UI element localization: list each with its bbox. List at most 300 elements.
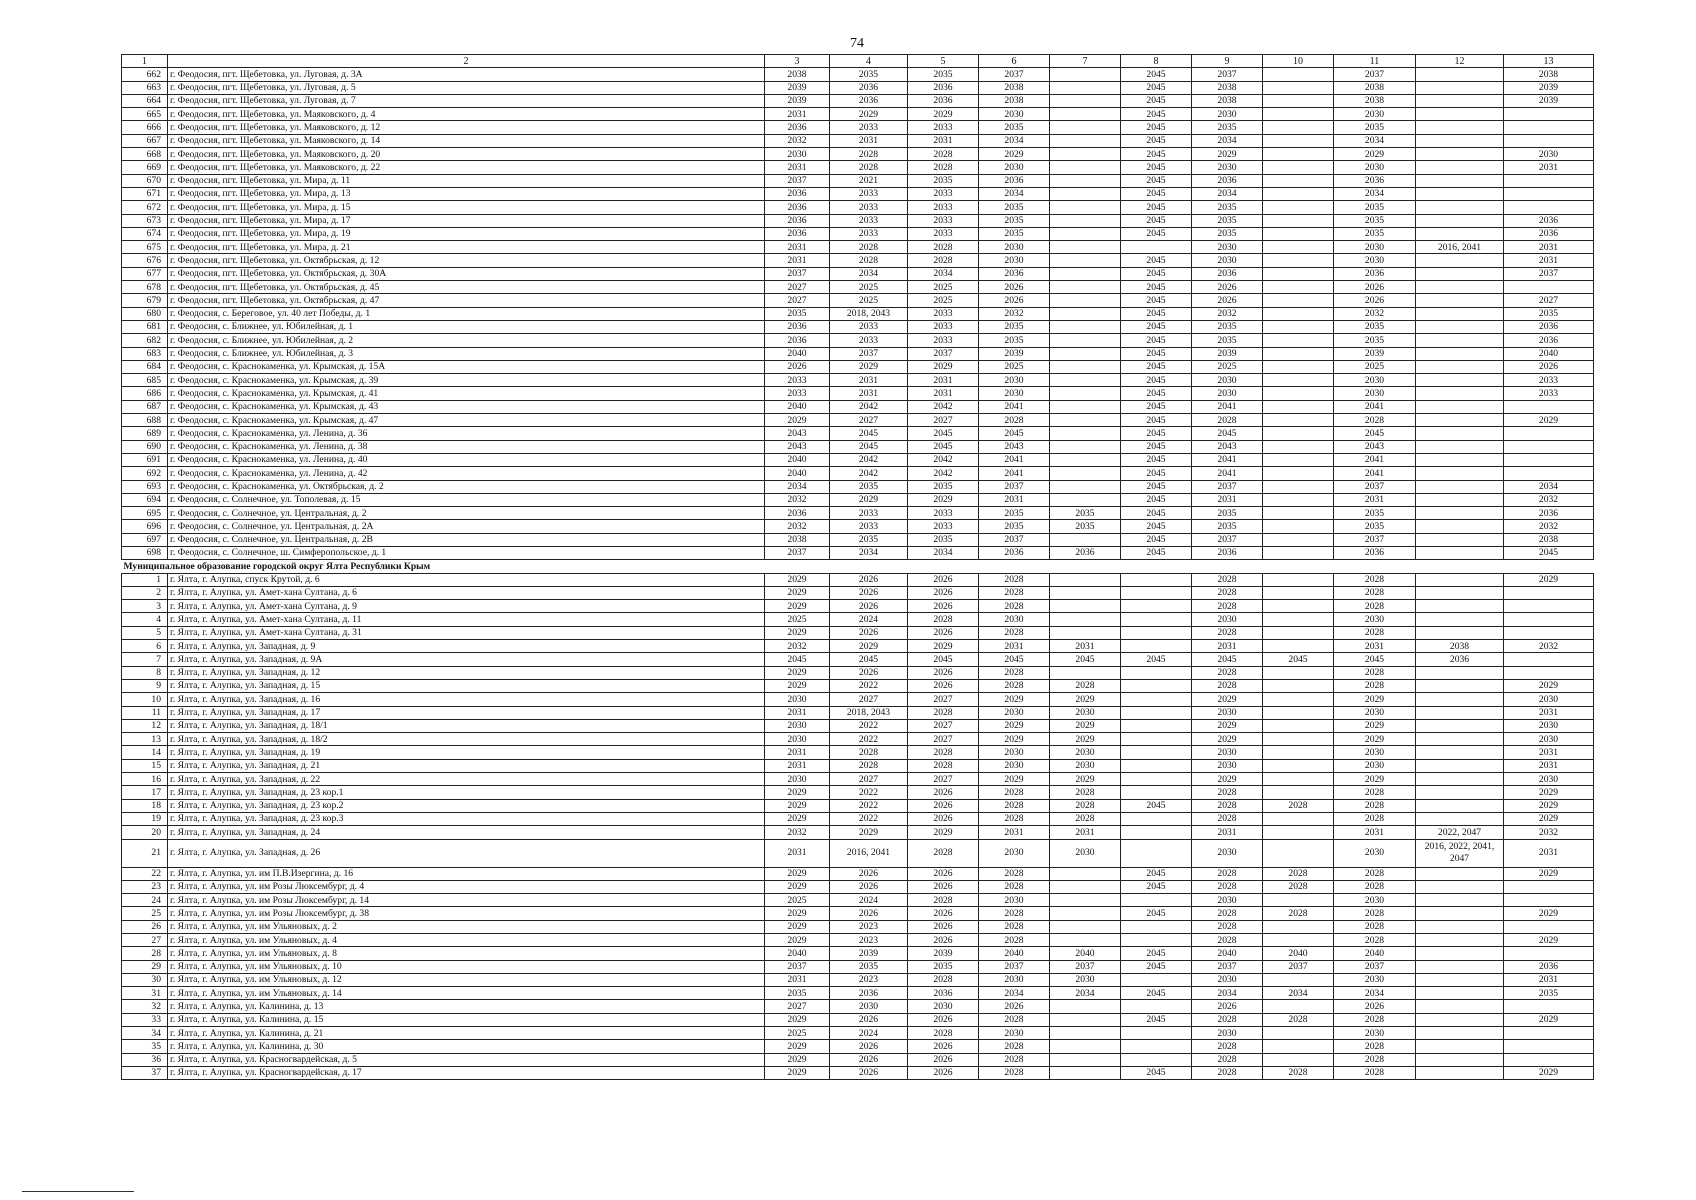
year-cell-col-4: 2026 [830, 1040, 908, 1053]
year-cell-col-10 [1263, 214, 1334, 227]
year-cell-col-3: 2037 [765, 546, 830, 559]
year-cell-col-13 [1504, 613, 1594, 626]
year-cell-col-9: 2028 [1192, 907, 1263, 920]
table-row [122, 719, 1594, 732]
address-cell: г. Ялта, г. Алупка, ул. Западная, д. 15 [168, 679, 765, 692]
year-cell-col-6: 2035 [979, 520, 1050, 533]
row-number-cell: 696 [122, 520, 168, 533]
year-cell-col-12 [1416, 134, 1504, 147]
year-cell-col-8: 2045 [1121, 427, 1192, 440]
year-cell-col-7 [1050, 320, 1121, 333]
year-cell-col-12 [1416, 907, 1504, 920]
year-cell-col-9: 2036 [1192, 546, 1263, 559]
year-cell-col-4: 2028 [830, 746, 908, 759]
year-cell-col-5: 2026 [908, 786, 979, 799]
year-cell-col-13: 2037 [1504, 267, 1594, 280]
year-cell-col-5: 2042 [908, 453, 979, 466]
year-cell-col-10 [1263, 600, 1334, 613]
row-number-cell: 4 [122, 613, 168, 626]
address-cell: г. Феодосия, с. Краснокаменка, ул. Ленина, д. 38 [168, 440, 765, 453]
row-number-cell: 662 [122, 68, 168, 81]
row-number-cell: 676 [122, 254, 168, 267]
year-cell-col-10 [1263, 68, 1334, 81]
year-cell-col-12 [1416, 307, 1504, 320]
year-cell-col-4: 2022 [830, 733, 908, 746]
year-cell-col-10: 2028 [1263, 880, 1334, 893]
year-cell-col-12 [1416, 773, 1504, 786]
year-cell-col-12 [1416, 666, 1504, 679]
table-row [122, 347, 1594, 360]
table-row [122, 546, 1594, 559]
year-cell-col-5: 2027 [908, 414, 979, 427]
year-cell-col-13 [1504, 400, 1594, 413]
year-cell-col-8 [1121, 826, 1192, 839]
year-cell-col-5: 2029 [908, 826, 979, 839]
year-cell-col-9: 2029 [1192, 693, 1263, 706]
year-cell-col-12: 2016, 2022, 2041, 2047 [1416, 839, 1504, 867]
row-number-cell: 19 [122, 812, 168, 825]
table-row [122, 867, 1594, 880]
year-cell-col-7: 2031 [1050, 826, 1121, 839]
year-cell-col-6: 2030 [979, 759, 1050, 772]
section-title: Муниципальное образование городской округ Ялта Республики Крым [122, 560, 1594, 573]
row-number-cell: 16 [122, 773, 168, 786]
year-cell-col-3: 2038 [765, 68, 830, 81]
year-cell-col-13: 2034 [1504, 480, 1594, 493]
year-cell-col-11: 2035 [1334, 201, 1416, 214]
table-row [122, 281, 1594, 294]
address-cell: г. Ялта, г. Алупка, ул. Западная, д. 9А [168, 653, 765, 666]
year-cell-col-11: 2030 [1334, 746, 1416, 759]
year-cell-col-8 [1121, 1040, 1192, 1053]
year-cell-col-8: 2045 [1121, 320, 1192, 333]
year-cell-col-6: 2035 [979, 334, 1050, 347]
year-cell-col-5: 2033 [908, 334, 979, 347]
year-cell-col-10 [1263, 679, 1334, 692]
year-cell-col-12 [1416, 174, 1504, 187]
year-cell-col-9: 2030 [1192, 839, 1263, 867]
year-cell-col-3: 2036 [765, 227, 830, 240]
year-cell-col-9: 2028 [1192, 1066, 1263, 1079]
year-cell-col-5: 2033 [908, 307, 979, 320]
year-cell-col-13: 2032 [1504, 826, 1594, 839]
year-cell-col-12 [1416, 187, 1504, 200]
year-cell-col-6: 2028 [979, 600, 1050, 613]
year-cell-col-7 [1050, 613, 1121, 626]
year-cell-col-12 [1416, 507, 1504, 520]
table-row [122, 307, 1594, 320]
column-header-11: 11 [1334, 55, 1416, 68]
year-cell-col-13: 2031 [1504, 254, 1594, 267]
row-number-cell: 698 [122, 546, 168, 559]
year-cell-col-10 [1263, 81, 1334, 94]
year-cell-col-6: 2028 [979, 934, 1050, 947]
year-cell-col-11: 2028 [1334, 1040, 1416, 1053]
year-cell-col-10 [1263, 507, 1334, 520]
column-header-12: 12 [1416, 55, 1504, 68]
year-cell-col-9: 2045 [1192, 653, 1263, 666]
year-cell-col-13 [1504, 201, 1594, 214]
year-cell-col-4: 2024 [830, 613, 908, 626]
year-cell-col-5: 2034 [908, 267, 979, 280]
year-cell-col-7 [1050, 254, 1121, 267]
year-cell-col-13: 2035 [1504, 307, 1594, 320]
year-cell-col-4: 2045 [830, 653, 908, 666]
year-cell-col-5: 2036 [908, 94, 979, 107]
year-cell-col-12 [1416, 161, 1504, 174]
year-cell-col-5: 2026 [908, 867, 979, 880]
year-cell-col-9: 2025 [1192, 360, 1263, 373]
address-cell: г. Феодосия, пгт. Щебетовка, ул. Октябрьская, д. 12 [168, 254, 765, 267]
year-cell-col-5: 2033 [908, 227, 979, 240]
year-cell-col-8 [1121, 666, 1192, 679]
year-cell-col-3: 2025 [765, 894, 830, 907]
address-cell: г. Феодосия, с. Береговое, ул. 40 лет Победы, д. 1 [168, 307, 765, 320]
year-cell-col-7 [1050, 934, 1121, 947]
year-cell-col-13 [1504, 947, 1594, 960]
year-cell-col-9: 2026 [1192, 281, 1263, 294]
table-row [122, 1053, 1594, 1066]
year-cell-col-6: 2037 [979, 68, 1050, 81]
year-cell-col-7 [1050, 387, 1121, 400]
year-cell-col-3: 2031 [765, 839, 830, 867]
year-cell-col-10 [1263, 920, 1334, 933]
year-cell-col-7 [1050, 307, 1121, 320]
year-cell-col-7: 2031 [1050, 640, 1121, 653]
year-cell-col-7 [1050, 374, 1121, 387]
year-cell-col-9: 2037 [1192, 533, 1263, 546]
year-cell-col-11: 2045 [1334, 653, 1416, 666]
year-cell-col-6: 2043 [979, 440, 1050, 453]
year-cell-col-13 [1504, 187, 1594, 200]
year-cell-col-8: 2045 [1121, 294, 1192, 307]
year-cell-col-3: 2029 [765, 1066, 830, 1079]
year-cell-col-7: 2040 [1050, 947, 1121, 960]
year-cell-col-9: 2030 [1192, 108, 1263, 121]
row-number-cell: 35 [122, 1040, 168, 1053]
table-row [122, 360, 1594, 373]
year-cell-col-11: 2036 [1334, 174, 1416, 187]
year-cell-col-3: 2034 [765, 480, 830, 493]
year-cell-col-10 [1263, 693, 1334, 706]
address-cell: г. Ялта, г. Алупка, ул. Западная, д. 22 [168, 773, 765, 786]
address-cell: г. Феодосия, пгт. Щебетовка, ул. Луговая, д. 5 [168, 81, 765, 94]
year-cell-col-6: 2029 [979, 693, 1050, 706]
year-cell-col-8: 2045 [1121, 653, 1192, 666]
year-cell-col-6: 2028 [979, 626, 1050, 639]
year-cell-col-10 [1263, 453, 1334, 466]
year-cell-col-8: 2045 [1121, 467, 1192, 480]
row-number-cell: 15 [122, 759, 168, 772]
table-row [122, 693, 1594, 706]
year-cell-col-9: 2034 [1192, 134, 1263, 147]
year-cell-col-13: 2029 [1504, 786, 1594, 799]
year-cell-col-11: 2025 [1334, 360, 1416, 373]
row-number-cell: 23 [122, 880, 168, 893]
table-row [122, 134, 1594, 147]
year-cell-col-8: 2045 [1121, 907, 1192, 920]
year-cell-col-4: 2029 [830, 493, 908, 506]
year-cell-col-3: 2036 [765, 507, 830, 520]
year-cell-col-8 [1121, 773, 1192, 786]
year-cell-col-5: 2031 [908, 134, 979, 147]
year-cell-col-10 [1263, 134, 1334, 147]
year-cell-col-12 [1416, 746, 1504, 759]
year-cell-col-13 [1504, 134, 1594, 147]
address-cell: г. Феодосия, с. Солнечное, ул. Центральная, д. 2А [168, 520, 765, 533]
year-cell-col-13 [1504, 108, 1594, 121]
year-cell-col-12 [1416, 706, 1504, 719]
year-cell-col-5: 2028 [908, 241, 979, 254]
year-cell-col-9: 2035 [1192, 201, 1263, 214]
year-cell-col-13: 2029 [1504, 812, 1594, 825]
year-cell-col-3: 2025 [765, 1027, 830, 1040]
year-cell-col-11: 2028 [1334, 679, 1416, 692]
year-cell-col-13 [1504, 1000, 1594, 1013]
year-cell-col-12 [1416, 148, 1504, 161]
year-cell-col-13: 2036 [1504, 320, 1594, 333]
year-cell-col-8 [1121, 812, 1192, 825]
year-cell-col-5: 2028 [908, 161, 979, 174]
year-cell-col-11: 2039 [1334, 347, 1416, 360]
row-number-cell: 30 [122, 973, 168, 986]
year-cell-col-11: 2030 [1334, 759, 1416, 772]
year-cell-col-9: 2037 [1192, 68, 1263, 81]
year-cell-col-7 [1050, 907, 1121, 920]
year-cell-col-4: 2028 [830, 241, 908, 254]
year-cell-col-11: 2037 [1334, 960, 1416, 973]
year-cell-col-6: 2028 [979, 920, 1050, 933]
year-cell-col-11: 2030 [1334, 374, 1416, 387]
address-cell: г. Феодосия, с. Солнечное, ш. Симферопольское, д. 1 [168, 546, 765, 559]
year-cell-col-10: 2028 [1263, 1013, 1334, 1026]
year-cell-col-7: 2035 [1050, 520, 1121, 533]
year-cell-col-3: 2039 [765, 81, 830, 94]
year-cell-col-13 [1504, 626, 1594, 639]
year-cell-col-10: 2040 [1263, 947, 1334, 960]
address-cell: г. Феодосия, с. Краснокаменка, ул. Ленина, д. 40 [168, 453, 765, 466]
year-cell-col-10: 2037 [1263, 960, 1334, 973]
table-row [122, 907, 1594, 920]
year-cell-col-7 [1050, 894, 1121, 907]
year-cell-col-12 [1416, 294, 1504, 307]
year-cell-col-5: 2028 [908, 613, 979, 626]
year-cell-col-13: 2031 [1504, 839, 1594, 867]
year-cell-col-6: 2035 [979, 507, 1050, 520]
year-cell-col-7 [1050, 281, 1121, 294]
row-number-cell: 6 [122, 640, 168, 653]
year-cell-col-11: 2028 [1334, 414, 1416, 427]
year-cell-col-9: 2035 [1192, 334, 1263, 347]
year-cell-col-3: 2031 [765, 254, 830, 267]
year-cell-col-5: 2025 [908, 294, 979, 307]
year-cell-col-3: 2039 [765, 94, 830, 107]
year-cell-col-8: 2045 [1121, 867, 1192, 880]
table-row [122, 880, 1594, 893]
year-cell-col-3: 2029 [765, 920, 830, 933]
year-cell-col-7: 2028 [1050, 799, 1121, 812]
table-row [122, 187, 1594, 200]
year-cell-col-13: 2036 [1504, 960, 1594, 973]
year-cell-col-7: 2030 [1050, 706, 1121, 719]
year-cell-col-11: 2036 [1334, 267, 1416, 280]
year-cell-col-13: 2030 [1504, 773, 1594, 786]
year-cell-col-8 [1121, 679, 1192, 692]
year-cell-col-11: 2029 [1334, 719, 1416, 732]
year-cell-col-8: 2045 [1121, 453, 1192, 466]
year-cell-col-7: 2045 [1050, 653, 1121, 666]
row-number-cell: 22 [122, 867, 168, 880]
year-cell-col-12 [1416, 281, 1504, 294]
year-cell-col-4: 2029 [830, 640, 908, 653]
year-cell-col-5: 2028 [908, 1027, 979, 1040]
year-cell-col-3: 2029 [765, 600, 830, 613]
year-cell-col-11: 2030 [1334, 254, 1416, 267]
address-cell: г. Феодосия, пгт. Щебетовка, ул. Луговая, д. 7 [168, 94, 765, 107]
year-cell-col-9: 2028 [1192, 573, 1263, 586]
row-number-cell: 674 [122, 227, 168, 240]
year-cell-col-10 [1263, 493, 1334, 506]
year-cell-col-13: 2045 [1504, 546, 1594, 559]
year-cell-col-6: 2028 [979, 867, 1050, 880]
address-cell: г. Ялта, г. Алупка, ул. Калинина, д. 13 [168, 1000, 765, 1013]
table-row [122, 94, 1594, 107]
year-cell-col-8: 2045 [1121, 281, 1192, 294]
year-cell-col-12 [1416, 320, 1504, 333]
address-cell: г. Ялта, г. Алупка, ул. им Ульяновых, д. 4 [168, 934, 765, 947]
year-cell-col-13: 2038 [1504, 533, 1594, 546]
address-cell: г. Ялта, г. Алупка, ул. Красногвардейская, д. 5 [168, 1053, 765, 1066]
table-row [122, 374, 1594, 387]
year-cell-col-3: 2029 [765, 1053, 830, 1066]
year-cell-col-6: 2029 [979, 733, 1050, 746]
year-cell-col-5: 2026 [908, 799, 979, 812]
year-cell-col-12 [1416, 586, 1504, 599]
row-number-cell: 31 [122, 987, 168, 1000]
row-number-cell: 34 [122, 1027, 168, 1040]
year-cell-col-12 [1416, 374, 1504, 387]
year-cell-col-4: 2024 [830, 1027, 908, 1040]
year-cell-col-7 [1050, 81, 1121, 94]
year-cell-col-9: 2034 [1192, 987, 1263, 1000]
year-cell-col-6: 2029 [979, 148, 1050, 161]
year-cell-col-9: 2028 [1192, 934, 1263, 947]
year-cell-col-4: 2035 [830, 68, 908, 81]
address-cell: г. Феодосия, пгт. Щебетовка, ул. Мира, д. 17 [168, 214, 765, 227]
year-cell-col-8: 2045 [1121, 108, 1192, 121]
year-cell-col-13: 2033 [1504, 374, 1594, 387]
year-cell-col-6: 2028 [979, 907, 1050, 920]
year-cell-col-10 [1263, 533, 1334, 546]
year-cell-col-4: 2033 [830, 201, 908, 214]
year-cell-col-10: 2034 [1263, 987, 1334, 1000]
row-number-cell: 672 [122, 201, 168, 214]
year-cell-col-6: 2028 [979, 1053, 1050, 1066]
year-cell-col-8: 2045 [1121, 507, 1192, 520]
year-cell-col-5: 2027 [908, 733, 979, 746]
year-cell-col-10: 2028 [1263, 799, 1334, 812]
year-cell-col-5: 2026 [908, 934, 979, 947]
year-cell-col-12 [1416, 679, 1504, 692]
year-cell-col-6: 2030 [979, 387, 1050, 400]
year-cell-col-6: 2036 [979, 546, 1050, 559]
year-cell-col-7 [1050, 600, 1121, 613]
year-cell-col-11: 2030 [1334, 387, 1416, 400]
year-cell-col-6: 2038 [979, 94, 1050, 107]
address-cell: г. Феодосия, пгт. Щебетовка, ул. Октябрьская, д. 47 [168, 294, 765, 307]
year-cell-col-13 [1504, 880, 1594, 893]
table-row [122, 148, 1594, 161]
year-cell-col-8 [1121, 706, 1192, 719]
year-cell-col-13: 2031 [1504, 973, 1594, 986]
year-cell-col-7 [1050, 1013, 1121, 1026]
year-cell-col-9: 2040 [1192, 947, 1263, 960]
year-cell-col-4: 2023 [830, 934, 908, 947]
year-cell-col-3: 2037 [765, 960, 830, 973]
year-cell-col-5: 2029 [908, 640, 979, 653]
year-cell-col-7 [1050, 108, 1121, 121]
table-row [122, 1066, 1594, 1079]
year-cell-col-7 [1050, 68, 1121, 81]
year-cell-col-8 [1121, 586, 1192, 599]
year-cell-col-3: 2029 [765, 626, 830, 639]
year-cell-col-4: 2039 [830, 947, 908, 960]
year-cell-col-12 [1416, 94, 1504, 107]
year-cell-col-13: 2032 [1504, 640, 1594, 653]
year-cell-col-8: 2045 [1121, 520, 1192, 533]
year-cell-col-4: 2045 [830, 440, 908, 453]
row-number-cell: 18 [122, 799, 168, 812]
year-cell-col-11: 2028 [1334, 666, 1416, 679]
address-cell: г. Феодосия, с. Краснокаменка, ул. Крымская, д. 15А [168, 360, 765, 373]
year-cell-col-11: 2031 [1334, 826, 1416, 839]
year-cell-col-8 [1121, 241, 1192, 254]
year-cell-col-9: 2031 [1192, 493, 1263, 506]
year-cell-col-6: 2028 [979, 666, 1050, 679]
year-cell-col-12 [1416, 867, 1504, 880]
year-cell-col-12 [1416, 786, 1504, 799]
year-cell-col-12: 2022, 2047 [1416, 826, 1504, 839]
year-cell-col-9: 2029 [1192, 719, 1263, 732]
year-cell-col-3: 2029 [765, 907, 830, 920]
address-cell: г. Ялта, г. Алупка, ул. им Розы Люксембург, д. 38 [168, 907, 765, 920]
year-cell-col-6: 2031 [979, 826, 1050, 839]
year-cell-col-8 [1121, 934, 1192, 947]
year-cell-col-4: 2027 [830, 773, 908, 786]
year-cell-col-10 [1263, 400, 1334, 413]
address-cell: г. Феодосия, пгт. Щебетовка, ул. Маяковского, д. 4 [168, 108, 765, 121]
year-cell-col-8: 2045 [1121, 68, 1192, 81]
year-cell-col-7: 2034 [1050, 987, 1121, 1000]
table-row [122, 201, 1594, 214]
year-cell-col-9: 2028 [1192, 679, 1263, 692]
row-number-cell: 665 [122, 108, 168, 121]
row-number-cell: 689 [122, 427, 168, 440]
year-cell-col-8 [1121, 733, 1192, 746]
year-cell-col-3: 2033 [765, 387, 830, 400]
year-cell-col-10 [1263, 934, 1334, 947]
year-cell-col-11: 2028 [1334, 1013, 1416, 1026]
year-cell-col-6: 2036 [979, 174, 1050, 187]
year-cell-col-11: 2035 [1334, 214, 1416, 227]
table-row [122, 653, 1594, 666]
year-cell-col-13: 2040 [1504, 347, 1594, 360]
row-number-cell: 11 [122, 706, 168, 719]
year-cell-col-11: 2028 [1334, 934, 1416, 947]
year-cell-col-10 [1263, 307, 1334, 320]
year-cell-col-3: 2030 [765, 773, 830, 786]
year-cell-col-4: 2034 [830, 546, 908, 559]
